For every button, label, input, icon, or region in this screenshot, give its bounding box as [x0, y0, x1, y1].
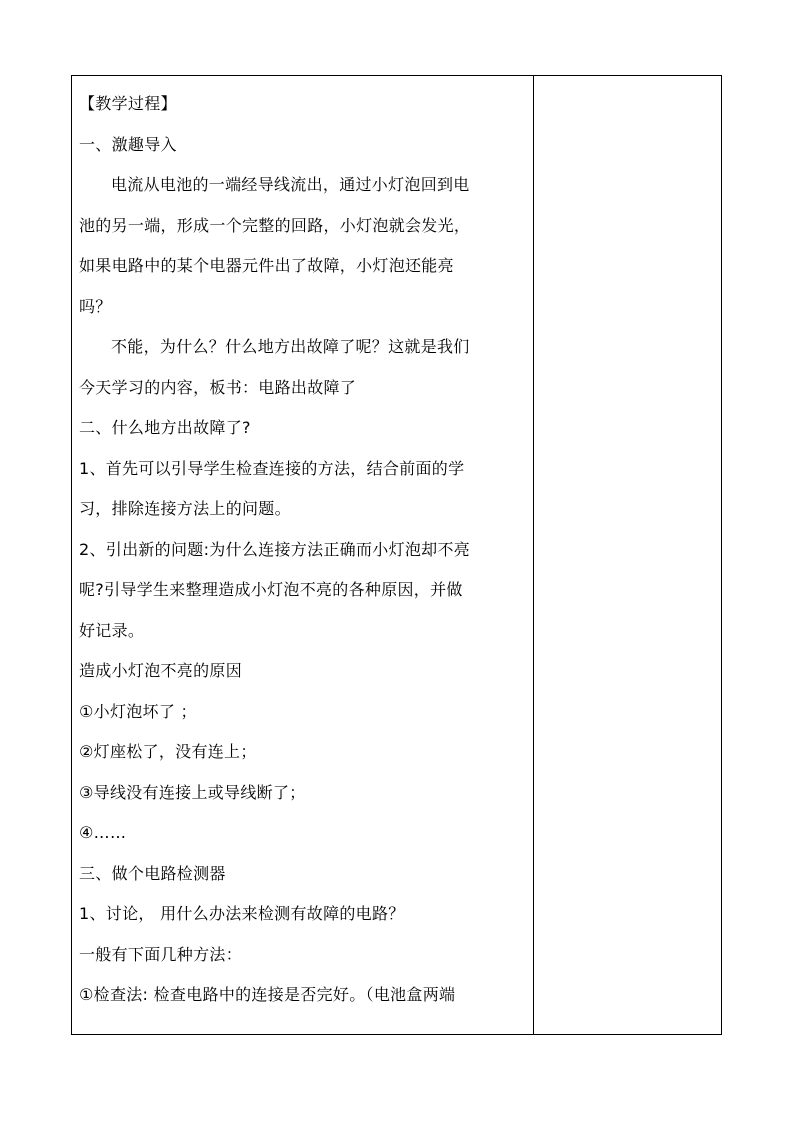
list-item: ②灯座松了，没有连上； [79, 742, 257, 761]
list-item: ③导线没有连接上或导线断了； [79, 782, 306, 802]
section1-title: 一、激趣导入 [79, 134, 177, 154]
notes-cell [534, 76, 722, 1035]
list-item: ④…… [79, 823, 127, 842]
teaching-process-content [72, 76, 533, 1016]
paragraph-line: 2、引出新的问题:为什么连接方法正确而小灯泡却不亮 [79, 539, 471, 559]
paragraph-line: 1、讨论， 用什么办法来检测有故障的电路？ [79, 904, 405, 923]
causes-title: 造成小灯泡不亮的原因 [79, 661, 243, 680]
paragraph-line: 呢?引导学生来整理造成小灯泡不亮的各种原因，并做 [79, 580, 463, 599]
lesson-table [71, 75, 722, 1035]
paragraph-line: 一般有下面几种方法： [79, 944, 243, 964]
paragraph-line: 好记录。 [79, 620, 145, 640]
paragraph-line: 池的另一端，形成一个完整的回路，小灯泡就会发光， [79, 215, 471, 235]
list-item: ①检查法: 检查电路中的连接是否完好。（电池盒两端 [79, 985, 456, 1004]
table-row [72, 76, 722, 1035]
paragraph-line: 不能，为什么？什么地方出故障了呢？这就是我们 [111, 337, 470, 356]
section-heading: 【教学过程】 [79, 94, 177, 113]
list-item: ①小灯泡坏了 ； [79, 701, 197, 721]
section2-title: 二、什么地方出故障了? [79, 418, 251, 437]
paragraph-line: 如果电路中的某个电器元件出了故障，小灯泡还能亮 [79, 256, 454, 275]
paragraph-line: 今天学习的内容，板书：电路出故障了 [79, 377, 357, 397]
paragraph-line: 电流从电池的一端经导线流出，通过小灯泡回到电 [111, 175, 470, 194]
paragraph-line: 1、首先可以引导学生检查连接的方法，结合前面的学 [79, 458, 465, 478]
paragraph-line: 吗？ [79, 296, 112, 316]
main-cell [72, 76, 534, 1035]
section3-title: 三、做个电路检测器 [79, 863, 226, 883]
paragraph-line: 习，排除连接方法上的问题。 [79, 499, 291, 518]
